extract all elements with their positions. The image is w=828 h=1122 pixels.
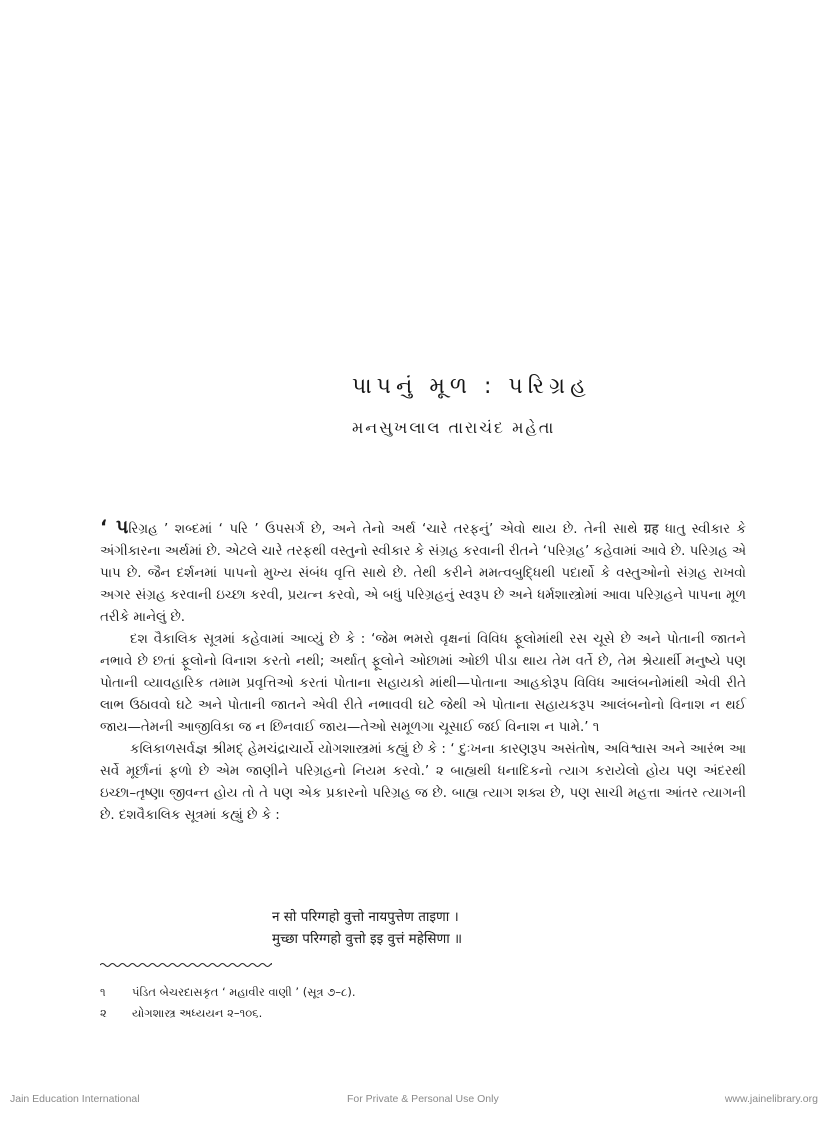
verse-line-1: न सो परिग्गहो वुत्तो नायपुत्तेण ताइणा । [272,909,459,925]
article-author: મનસુખલાલ તારાચંદ મહેતા [352,418,556,437]
paragraph-2 [100,629,746,739]
footnote-text: યોગશાસ્ત્ર અધ્યયન ૨–૧૦૬. [132,1006,263,1020]
footnotes [100,982,355,1024]
paragraph-text: કલિકાળસર્વજ્ઞ શ્રીમદ્ હેમચંદ્રાચાર્યે યોગશાસ્ત્રમાં કહ્યું છે કે : ‘ દુઃખના કારણરૂપ અસંતોષ, અવિશ્વાસ અને આરંભ આ સર્વે મૂર્છાનાં ફળો છે એમ જાણીને પરિગ્રહનો નિયમ કરવો.’ ૨ બાહ્યથી ધનાદિકનો ત્યાગ કરાયેલો હોય પણ અંદરથી ઇચ્છા–તૃષ્ણા જીવન્ત હોય તો તે પણ એક પ્રકારનો પરિગ્રહ જ છે. બાહ્ય ત્યાગ શક્ય છે, પણ સાચી મહત્તા આંતર ત્યાગની છે. દશવૈકાલિક સૂત્રમાં કહ્યું છે કે : [100,742,746,823]
footnote-separator-wavy-rule [100,961,272,969]
article-body [100,516,746,827]
footnote-1 [100,982,355,1003]
footer-website: www.jainelibrary.org [724,1093,818,1105]
paragraph-3 [100,739,746,827]
prakrit-verse [272,906,462,950]
footer-usage-notice: For Private & Personal Use Only [347,1093,499,1105]
page-footer [0,1093,828,1109]
verse-line-2: मुच्छा परिग्गहो वुत्तो इइ वुत्तं महेसिणा ॥ [272,931,463,947]
footnote-2 [100,1003,355,1024]
footnote-text: પંડિત બેચરદાસકૃત ‘ મહાવીર વાણી ’ (સૂત્ર ૭–૮). [132,985,356,999]
paragraph-1 [100,516,746,629]
footnote-number: ૧ [100,985,106,999]
paragraph-text: દશ વૈકાલિક સૂત્રમાં કહેવામાં આવ્યું છે કે : ‘જેમ ભમરો વૃક્ષનાં વિવિધ ફૂલોમાંથી રસ ચૂસે છે અને પોતાની જાતને નભાવે છે છતાં ફૂલોનો વિનાશ કરતો નથી; અર્થાત્ ફૂલોને ઓછામાં ઓછી પીડા થાય તેમ વર્તે છે, તેમ શ્રેયાર્થી મનુષ્યે પણ પોતાની વ્યાવહારિક તમામ પ્રવૃત્તિઓ કરતાં પોતાના સહાયકો માંથી—પોતાના આહકોરૂપ વિવિધ આલંબનોમાંથી એવી રીતે લાભ ઉઠાવવો ઘટે અને પોતાની જાતને એવી રીતે નભાવવી ઘટે જેથી એ પોતાના સહાયકરૂપ આલંબનોનો વિનાશ ન થઈ જાય—તેમની આજીવિકા જ ન છિનવાઈ જાય—તેઓ સમૂળગા ચૂસાઈ જઈ વિનાશ ન પામે.’ ૧ [100,632,746,735]
footer-publisher: Jain Education International [10,1093,140,1105]
article-title: પાપનું મૂળ : પરિગ્રહ [352,374,591,399]
footnote-number: ૨ [100,1006,107,1020]
dropcap: ‘ પ [100,516,129,538]
paragraph-text: રિગ્રહ ’ શબ્દમાં ‘ પરિ ’ ઉપસર્ગ છે, અને તેનો અર્થ ‘ચારે તરફનું’ એવો થાય છે. તેની સાથે ग्रह ધાતુ સ્વીકાર કે અંગીકારના અર્થમાં છે. એટલે ચારે તરફથી વસ્તુનો સ્વીકાર કે સંગ્રહ કરવાની રીતને ‘પરિગ્રહ’ કહેવામાં આવે છે. પરિગ્રહ એ પાપ છે. જૈન દર્શનમાં પાપનો મુખ્ય સંબંધ વૃત્તિ સાથે છે. તેથી કરીને મમત્વબુદ્ધિથી પદાર્થો કે વસ્તુઓનો સંગ્રહ રાખવો અગર સંગ્રહ કરવાની ઇચ્છા કરવી, પ્રયત્ન કરવો, એ બધું પરિગ્રહનું સ્વરૂપ છે અને ધર્મશાસ્ત્રોમાં આવા પરિગ્રહને પાપના મૂળ તરીકે માનેલું છે. [100,522,747,625]
